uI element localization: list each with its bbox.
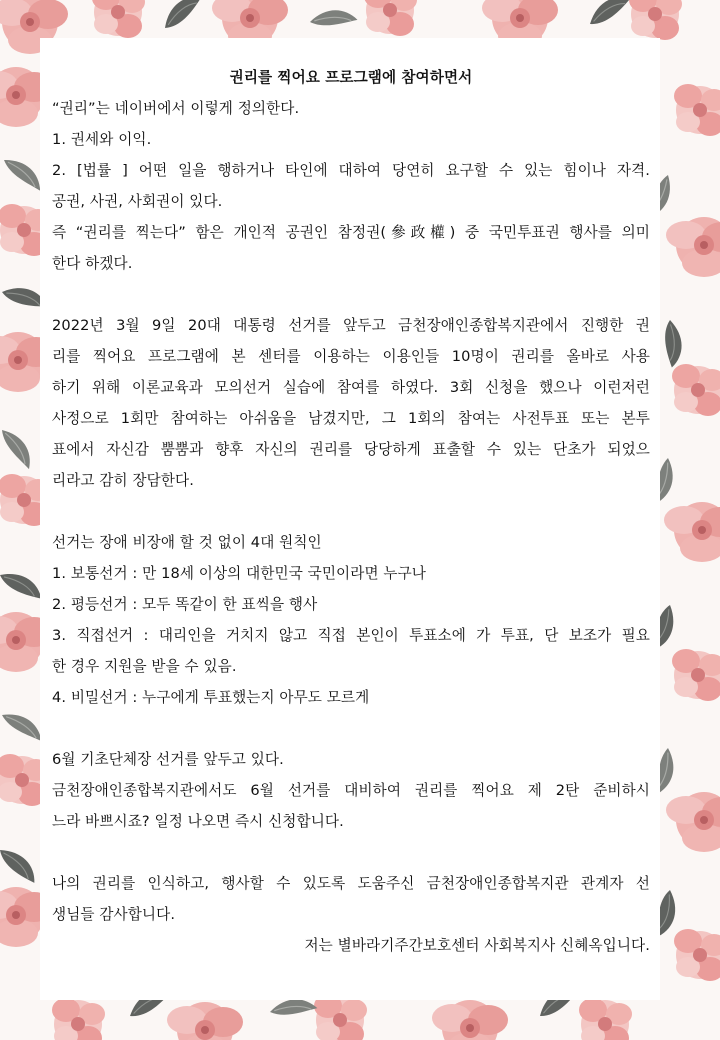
paragraph-line: 표에서 자신감 뿜뿜과 향후 자신의 권리를 당당하게 표출할 수 있는 단초가 되었으 [52, 441, 650, 458]
principle-item: 1. 보통선거 : 만 18세 이상의 대한민국 국민이라면 누구나 [52, 565, 426, 582]
paragraph-line: 느라 바쁘시죠? 일정 나오면 즉시 신청합니다. [52, 813, 344, 830]
principle-item: 한 경우 지원을 받을 수 있음. [52, 658, 237, 675]
paragraph-line: 금천장애인종합복지관에서도 6월 선거를 대비하여 권리를 찍어요 제 2탄 준비하시 [52, 782, 650, 799]
principle-item: 4. 비밀선거 : 누구에게 투표했는지 아무도 모르게 [52, 689, 370, 706]
paragraph-gap [52, 496, 650, 527]
signature-line: 저는 별바라기주간보호센터 사회복지사 신혜옥입니다. [304, 937, 650, 954]
paragraph-line: 2022년 3월 9일 20대 대통령 선거를 앞두고 금천장애인종합복지관에서 진행한 권 [52, 317, 650, 334]
paragraph-line: 6월 기초단체장 선거를 앞두고 있다. [52, 751, 284, 768]
document-title: 권리를 찍어요 프로그램에 참여하면서 [229, 69, 473, 86]
principles-heading: 선거는 장애 비장애 할 것 없이 4대 원칙인 [52, 534, 322, 551]
paragraph-gap [52, 279, 650, 310]
paragraph-gap [52, 713, 650, 744]
intro-line: 한다 하겠다. [52, 255, 133, 272]
intro-line: 공권, 사권, 사회권이 있다. [52, 193, 223, 210]
document-content [52, 62, 650, 961]
intro-line: “권리”는 네이버에서 이렇게 정의한다. [52, 100, 300, 117]
paragraph-gap [52, 837, 650, 868]
intro-line: 즉 “권리를 찍는다” 함은 개인적 공권인 참정권(參政權) 중 국민투표권 행사를 의미 [52, 224, 650, 241]
paragraph-line: 리라고 감히 장담한다. [52, 472, 194, 489]
principle-item: 3. 직접선거 : 대리인을 거치지 않고 직접 본인이 투표소에 가 투표, 단 보조가 필요 [52, 627, 650, 644]
intro-line: 1. 권세와 이익. [52, 131, 152, 148]
closing-line: 나의 권리를 인식하고, 행사할 수 있도록 도움주신 금천장애인종합복지관 관계자 선 [52, 875, 650, 892]
paragraph-line: 사정으로 1회만 참여하는 아쉬움을 남겼지만, 그 1회의 참여는 사전투표 또는 본투 [52, 410, 650, 427]
closing-line: 생님들 감사합니다. [52, 906, 176, 923]
paragraph-line: 리를 찍어요 프로그램에 본 센터를 이용하는 이용인들 10명이 권리를 올바로 사용 [52, 348, 650, 365]
document-paper [40, 38, 660, 1000]
paragraph-line: 하기 위해 이론교육과 모의선거 실습에 참여를 하였다. 3회 신청을 했으나 이런저런 [52, 379, 650, 396]
intro-line: 2. [법률 ] 어떤 일을 행하거나 타인에 대하여 당연히 요구할 수 있는 힘이나 자격. [52, 162, 650, 179]
principle-item: 2. 평등선거 : 모두 똑같이 한 표씩을 행사 [52, 596, 318, 613]
